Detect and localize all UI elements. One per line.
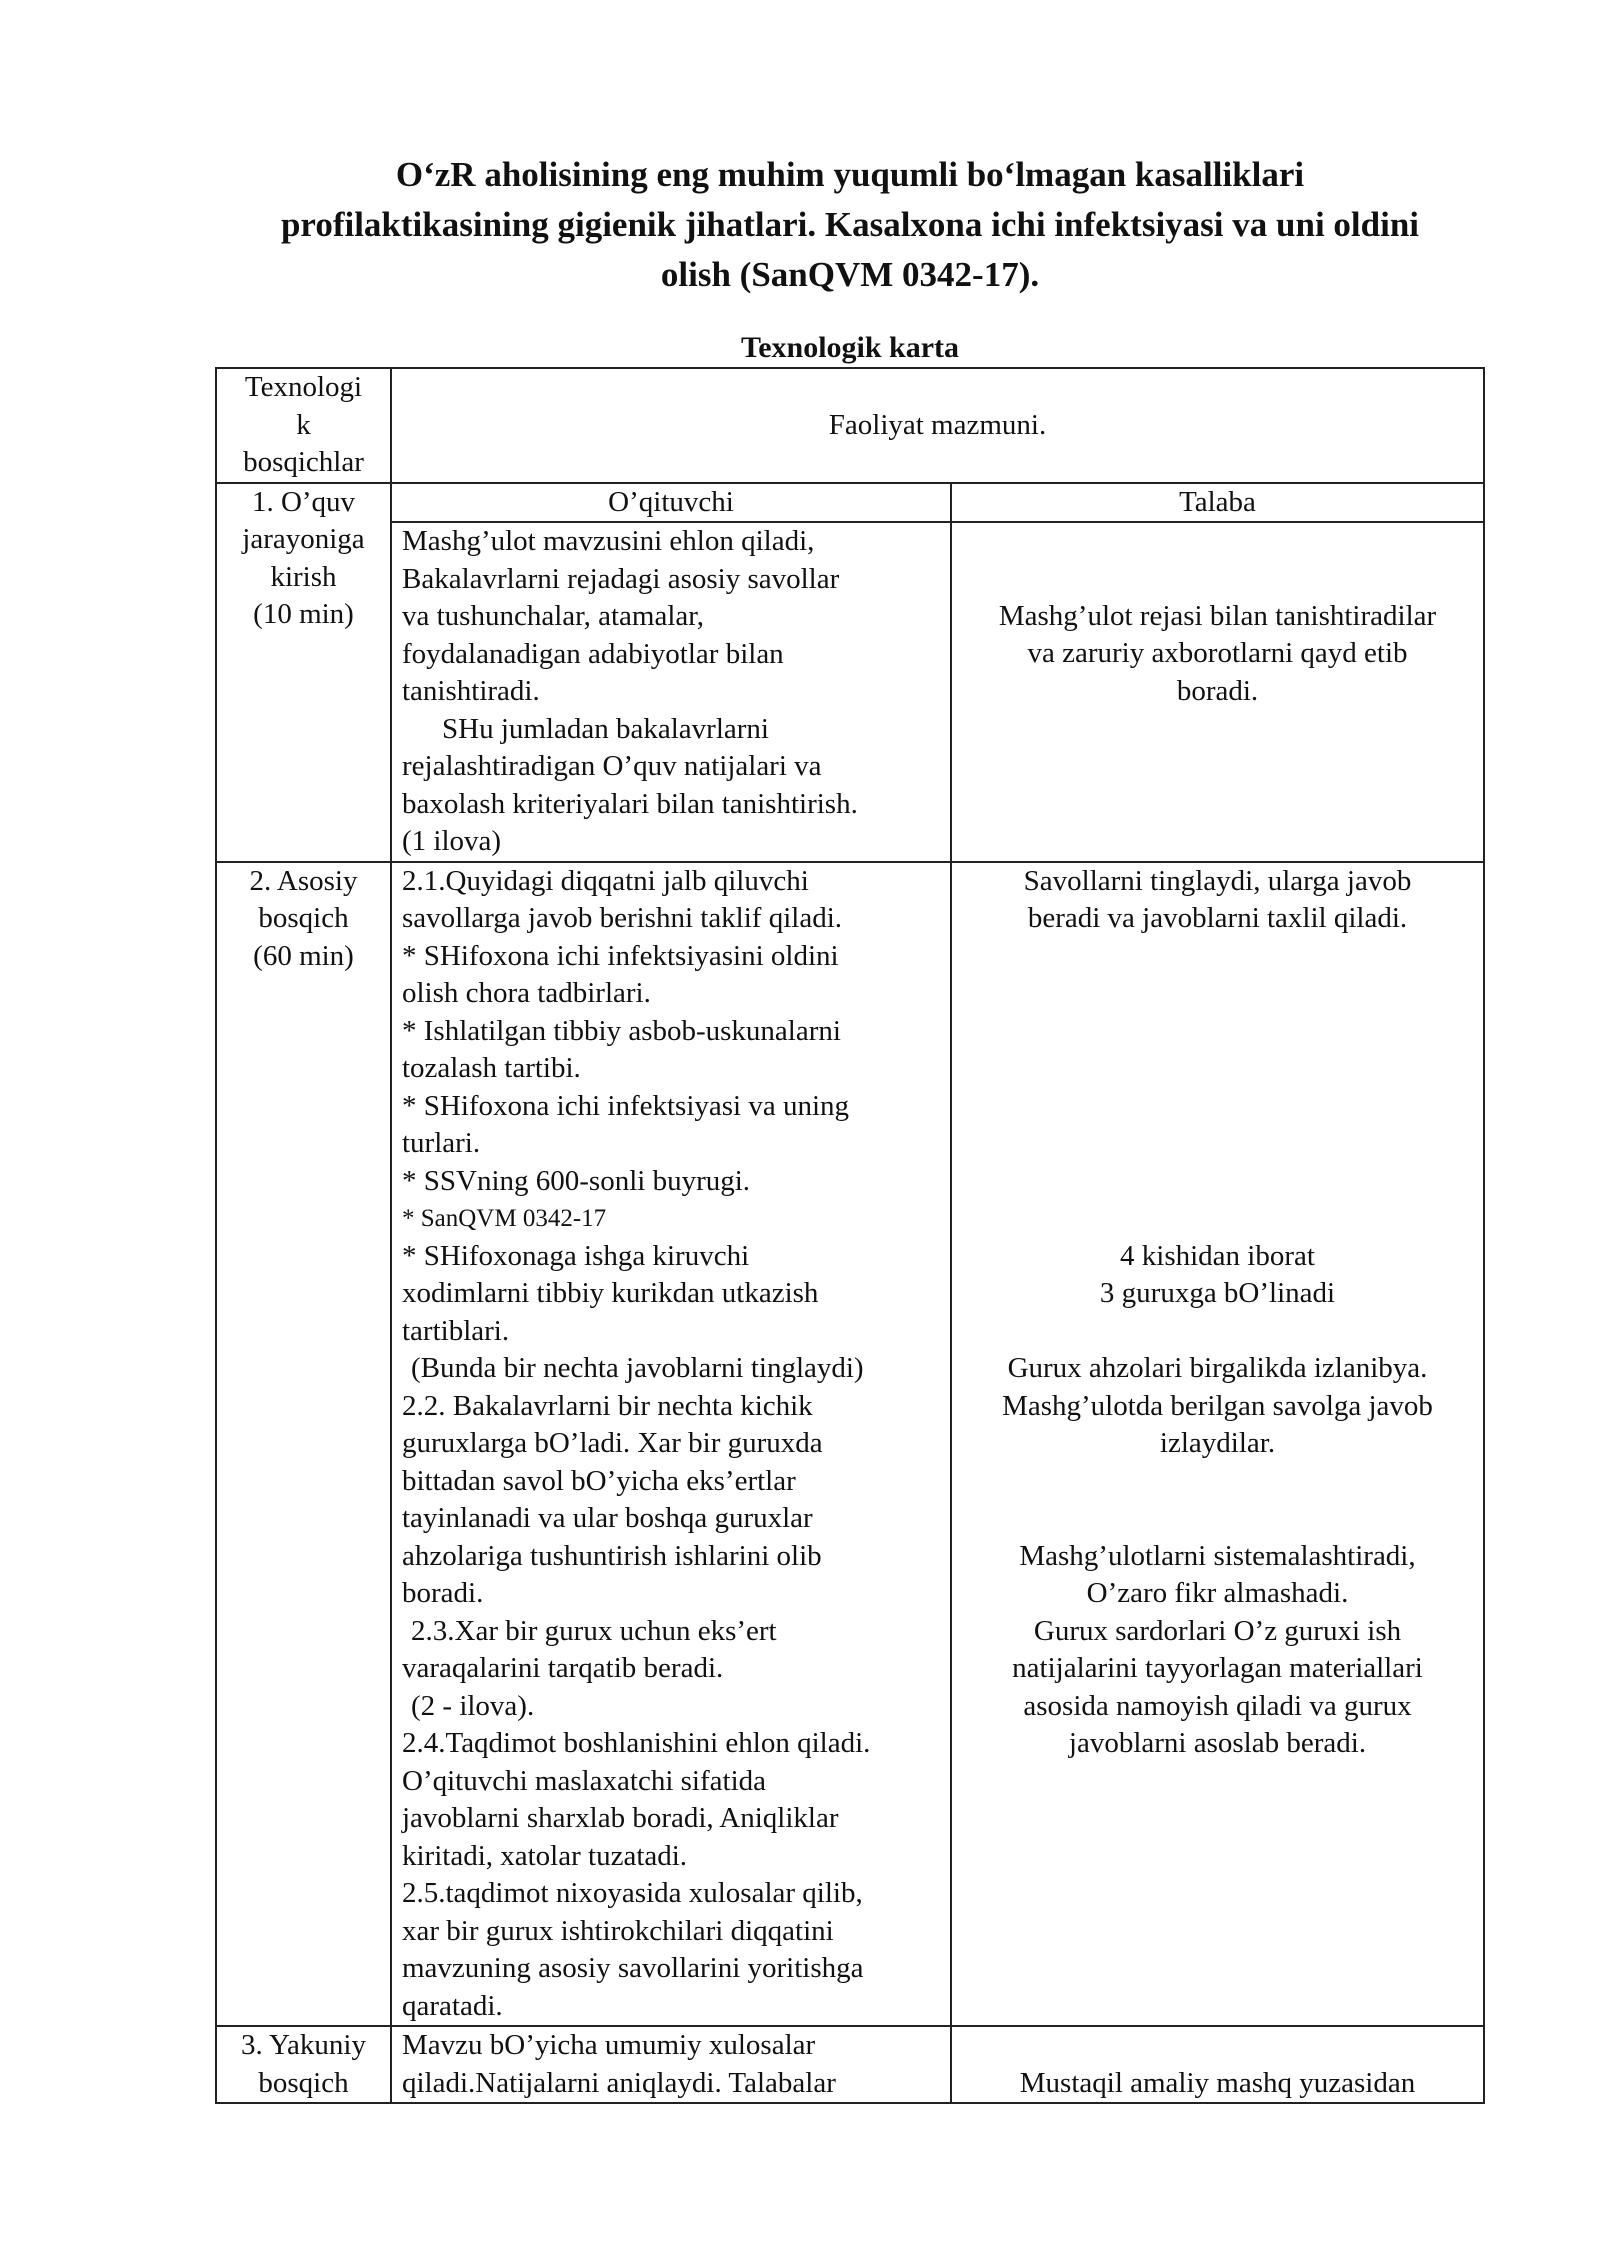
text-line: Mashg’ulot rejasi bilan tanishtiradilar — [998, 599, 1437, 632]
text-line: baxolash kriteriyalari bilan tanishtirish. — [402, 787, 858, 820]
text-line: Gurux ahzolari birgalikda izlanibya. — [1007, 1352, 1428, 1384]
header-stages-line: k — [296, 408, 311, 441]
text-line: 2.4.Taqdimot boshlanishini ehlon qiladi. — [402, 1727, 871, 1759]
technology-map-table — [215, 367, 1485, 2104]
text-line: 4 kishidan iborat — [1120, 1239, 1315, 1272]
text-line: (2 - ilova). — [411, 1689, 535, 1722]
header-stages-line: Texnologi — [244, 371, 363, 403]
stage2-label-line: (60 min) — [253, 939, 354, 972]
text-line: beradi va javoblarni taxlil qiladi. — [1027, 902, 1408, 934]
text-line: bittadan savol bO’yicha eks’ertlar — [402, 1464, 796, 1497]
text-line: turlari. — [402, 1127, 481, 1159]
text-line: 2.1.Quyidagi diqqatni jalb qiluvchi — [402, 864, 809, 897]
stage2-student-cell — [951, 862, 1484, 2027]
teacher-column-header: O’qituvchi — [391, 483, 951, 523]
text-line: tayinlanadi va ular boshqa guruxlar — [402, 1502, 813, 1534]
text-line: qaratadi. — [402, 1989, 503, 2022]
stage1-label-line: (10 min) — [253, 598, 354, 630]
text-line: xar bir gurux ishtirokchilari diqqatini — [402, 1914, 834, 1947]
stage3-label-cell — [216, 2026, 391, 2103]
header-stages-line: bosqichlar — [243, 446, 364, 478]
text-line: asosida namoyish qiladi va gurux — [1023, 1689, 1412, 1722]
text-line: va tushunchalar, atamalar, — [402, 600, 705, 632]
stage3-student-cell — [951, 2026, 1484, 2103]
text-line: 2.5.taqdimot nixoyasida xulosalar qilib, — [402, 1877, 863, 1909]
text-line: O’zaro fikr almashadi. — [1086, 1577, 1349, 1609]
stage1-teacher-cell — [391, 522, 951, 862]
page-title — [200, 150, 1500, 300]
text-line: Mashg’ulotlarni sistemalashtiradi, — [1019, 1539, 1416, 1572]
text-line: izlaydilar. — [1159, 1427, 1276, 1459]
text-line: guruxlarga bO’ladi. Xar bir guruxda — [402, 1427, 823, 1459]
text-line: javoblarni asoslab beradi. — [1068, 1727, 1367, 1759]
stage1-label-line: 1. O’quv — [251, 485, 356, 518]
stage1-label-line: kirish — [270, 560, 337, 593]
stage3-teacher-cell — [391, 2026, 951, 2103]
stage3-label-line: 3. Yakuniy — [241, 2029, 366, 2061]
text-line: tartiblari. — [402, 1314, 510, 1347]
text-line: boradi. — [1176, 674, 1259, 707]
text-line: kiritadi, xatolar tuzatadi. — [402, 1839, 688, 1872]
text-line: qiladi.Natijalarni aniqlaydi. Talabalar — [402, 2066, 836, 2099]
title-line: profilaktikasining gigienik jihatlari. Kasalxona ichi infektsiyasi va uni oldini — [280, 205, 1420, 244]
stage1-label-cell — [216, 483, 391, 862]
stage1-label-line: jarayoniga — [242, 523, 365, 555]
header-stages-cell — [216, 368, 391, 483]
text-line: tozalash tartibi. — [402, 1052, 581, 1084]
text-line: savollarga javob berishni taklif qiladi. — [402, 902, 842, 934]
text-line: mavzuning asosiy savollarini yoritishga — [402, 1952, 864, 1984]
text-line: ahzolariga tushuntirish ishlarini olib — [402, 1539, 822, 1572]
text-line: (Bunda bir nechta javoblarni tinglaydi) — [411, 1352, 864, 1384]
text-line: foydalanadigan adabiyotlar bilan — [402, 637, 784, 670]
text-line: 3 guruxga bO’linadi — [1099, 1277, 1336, 1309]
text-line: olish chora tadbirlari. — [402, 977, 651, 1009]
text-line: Mashg’ulotda berilgan savolga javob — [1002, 1389, 1433, 1422]
text-line: javoblarni sharxlab boradi, Aniqliklar — [402, 1802, 839, 1834]
table-caption: Texnologik karta — [740, 331, 960, 364]
text-line: (1 ilova) — [402, 825, 502, 857]
text-line: * SanQVM 0342-17 — [402, 1205, 607, 1232]
text-line: rejalashtiradigan O’quv natijalari va — [402, 750, 822, 782]
text-line: Mashg’ulot mavzusini ehlon qiladi, — [402, 525, 815, 557]
stage3-label-line: bosqich — [258, 2066, 349, 2099]
text-line: tanishtiradi. — [402, 675, 540, 707]
header-row — [216, 368, 1484, 483]
text-line: Bakalavrlarni rejadagi asosiy savollar — [402, 562, 840, 595]
text-line: O’qituvchi maslaxatchi sifatida — [402, 1764, 767, 1797]
text-line: boradi. — [402, 1577, 484, 1609]
title-line: O‘zR aholisining eng muhim yuqumli bo‘lmagan kasalliklari — [395, 155, 1305, 194]
text-line: Savollarni tinglaydi, ularga javob — [1023, 864, 1412, 897]
text-line: Mustaqil amaliy mashq yuzasidan — [1019, 2066, 1416, 2099]
text-line: SHu jumladan bakalavrlarni — [442, 712, 769, 745]
stage2-label-cell — [216, 862, 391, 2027]
text-line: Gurux sardorlari O’z guruxi ish — [1033, 1614, 1402, 1647]
text-line: Mavzu bO’yicha umumiy xulosalar — [402, 2029, 816, 2061]
text-line: * Ishlatilgan tibbiy asbob-uskunalarni — [402, 1014, 841, 1047]
text-line: natijalarini tayyorlagan materiallari — [1012, 1652, 1423, 1684]
header-content-cell: Faoliyat mazmuni. — [391, 368, 1484, 483]
stage3-row — [216, 2026, 1484, 2103]
stage2-label-line: 2. Asosiy — [249, 864, 358, 897]
text-line: * SSVning 600-sonli buyrugi. — [402, 1164, 751, 1197]
stage1-row — [216, 522, 1484, 862]
text-line: * SHifoxona ichi infektsiyasi va uning — [402, 1089, 850, 1122]
text-line: xodimlarni tibbiy kurikdan utkazish — [402, 1277, 819, 1309]
text-line: va zaruriy axborotlarni qayd etib — [1027, 637, 1408, 669]
stage1-subheader-row — [216, 483, 1484, 523]
title-line: olish (SanQVM 0342-17). — [660, 255, 1040, 294]
text-line: 2.2. Bakalavrlarni bir nechta kichik — [402, 1389, 813, 1422]
text-line: varaqalarini tarqatib beradi. — [402, 1652, 724, 1684]
stage2-teacher-cell — [391, 862, 951, 2027]
text-line: * SHifoxona ichi infektsiyasini oldini — [402, 939, 839, 972]
stage2-label-line: bosqich — [258, 902, 349, 934]
text-line: 2.3.Xar bir gurux uchun eks’ert — [411, 1614, 777, 1647]
stage2-row — [216, 862, 1484, 2027]
student-column-header: Talaba — [951, 483, 1484, 523]
stage1-student-cell — [951, 522, 1484, 862]
text-line: * SHifoxonaga ishga kiruvchi — [402, 1239, 750, 1272]
